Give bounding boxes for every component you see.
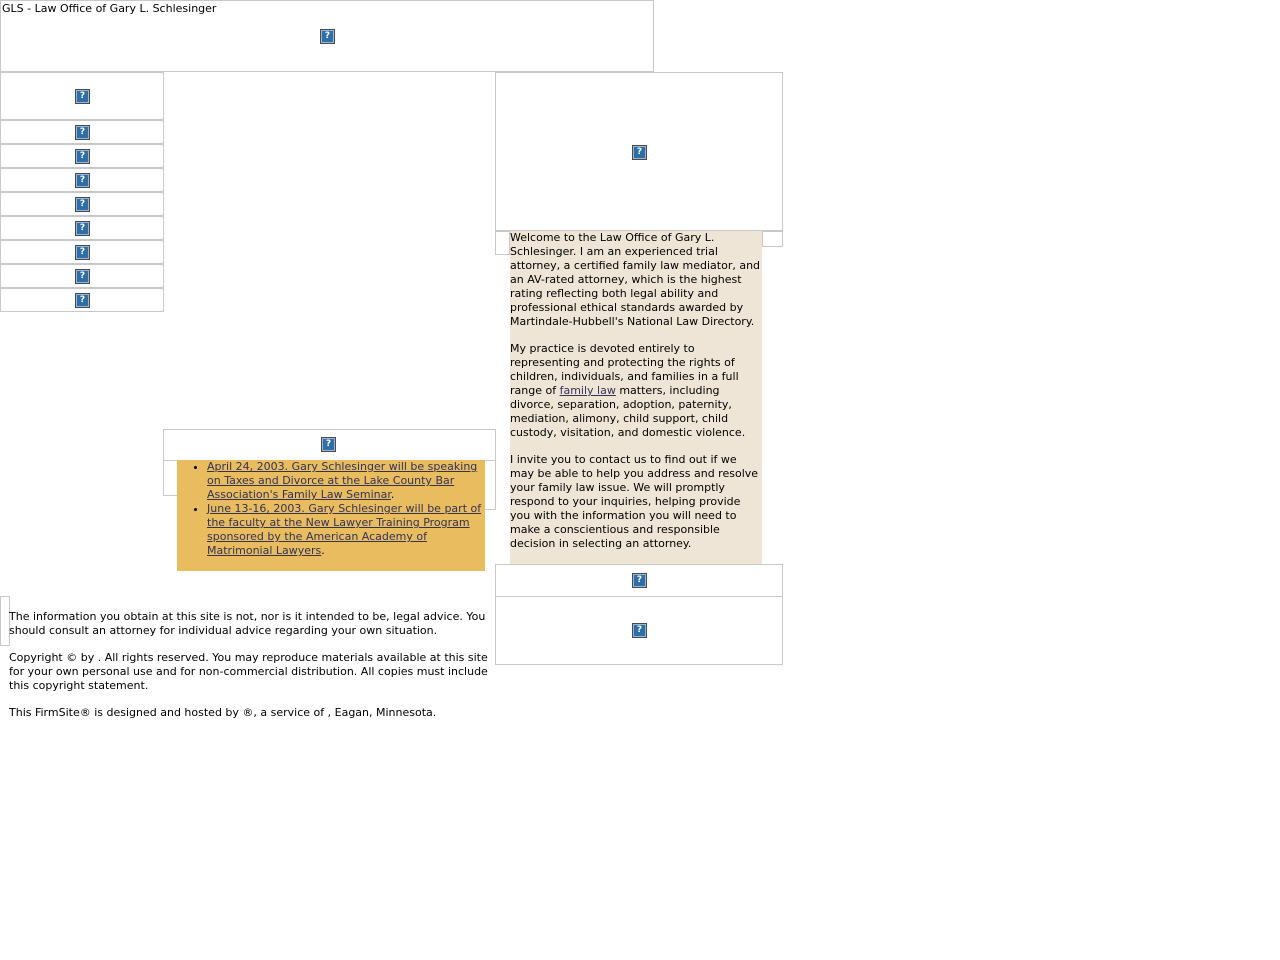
broken-image-icon: ? [633,146,646,159]
spacer-left [495,231,510,255]
spacer-right [762,231,783,247]
contact-button-cell[interactable] [495,564,783,597]
nav-item-3[interactable] [0,168,164,192]
hosted-by-text: This FirmSite® is designed and hosted by ®, a service of , Eagan, Minnesota. [9,706,437,719]
broken-image-icon: ? [76,294,89,307]
broken-image-icon: ? [633,574,646,587]
news-spacer-left [163,460,178,496]
site-title-alt-text: GLS - Law Office of Gary L. Schlesinger [2,2,217,15]
news-spacer-right [484,460,496,510]
news-suffix: . [390,488,395,501]
news-panel [177,460,485,571]
nav-item-5[interactable] [0,216,164,240]
photo-cell [495,72,783,231]
broken-image-icon: ? [76,222,89,235]
nav-item-2[interactable] [0,144,164,168]
welcome-panel [510,231,762,564]
broken-image-icon: ? [76,198,89,211]
broken-image-icon: ? [76,270,89,283]
copyright-text: Copyright © by . All rights reserved. You may reproduce materials available at this site for your own personal use and for non-commercial distribution. All copies must include this copyright statement. [9,651,488,692]
welcome-paragraph-2 [510,342,762,440]
welcome-paragraph-3: I invite you to contact us to find out if we may be able to help you address and resolve your family law issue. We will promptly respond to your inquiries, helping provide you with the information you will need to make a conscientious and responsible decision in selecting an attorney. [510,453,759,550]
news-suffix: . [321,544,325,557]
nav-item-4[interactable] [0,192,164,216]
broken-image-icon: ? [76,90,89,103]
welcome-paragraph-1: Welcome to the Law Office of Gary L. Schlesinger. I am an experienced trial attorney, a certified family law mediator, and an AV-rated attorney, which is the highest rating reflecting both legal ability and professional ethical standards awarded by Martindale-Hubbell's National Law Directory. [510,231,761,328]
news-list [177,460,485,558]
list-item [207,460,485,502]
news-link-2[interactable]: June 13-16, 2003. Gary Schlesinger will be part of the faculty at the New Lawyer Training Program sponsored by the American Academy of Matrimonial Lawyers [207,502,482,557]
broken-image-icon: ? [76,126,89,139]
bottom-image-cell [495,596,783,665]
family-law-link[interactable]: family law [559,384,616,397]
disclaimer-text: The information you obtain at this site is not, nor is it intended to be, legal advice. You should consult an attorney for individual advice regarding your own situation. [9,610,486,637]
broken-image-icon: ? [321,30,334,43]
list-item [207,502,485,558]
broken-image-icon: ? [633,624,646,637]
nav-item-1[interactable] [0,120,164,144]
header-banner [0,0,654,72]
broken-image-icon: ? [322,438,335,451]
news-link-1[interactable]: April 24, 2003. Gary Schlesinger will be speaking on Taxes and Divorce at the Lake County Bar Association's Family Law Seminar [207,460,478,501]
nav-item-6[interactable] [0,240,164,264]
nav-logo-cell[interactable] [0,72,164,120]
broken-image-icon: ? [76,150,89,163]
footer [9,610,493,733]
news-header-cell [163,429,496,461]
welcome-text: matters, including divorce, separation, adoption, paternity, mediation, alimony, child support, child custody, visitation, and domestic violence. [510,384,746,439]
broken-image-icon: ? [76,246,89,259]
broken-image-icon: ? [76,174,89,187]
nav-item-8[interactable] [0,288,164,312]
welcome-text: My practice is devoted entirely to representing and protecting the rights of children, individuals, and families in a full range of [510,342,739,397]
nav-item-7[interactable] [0,264,164,288]
